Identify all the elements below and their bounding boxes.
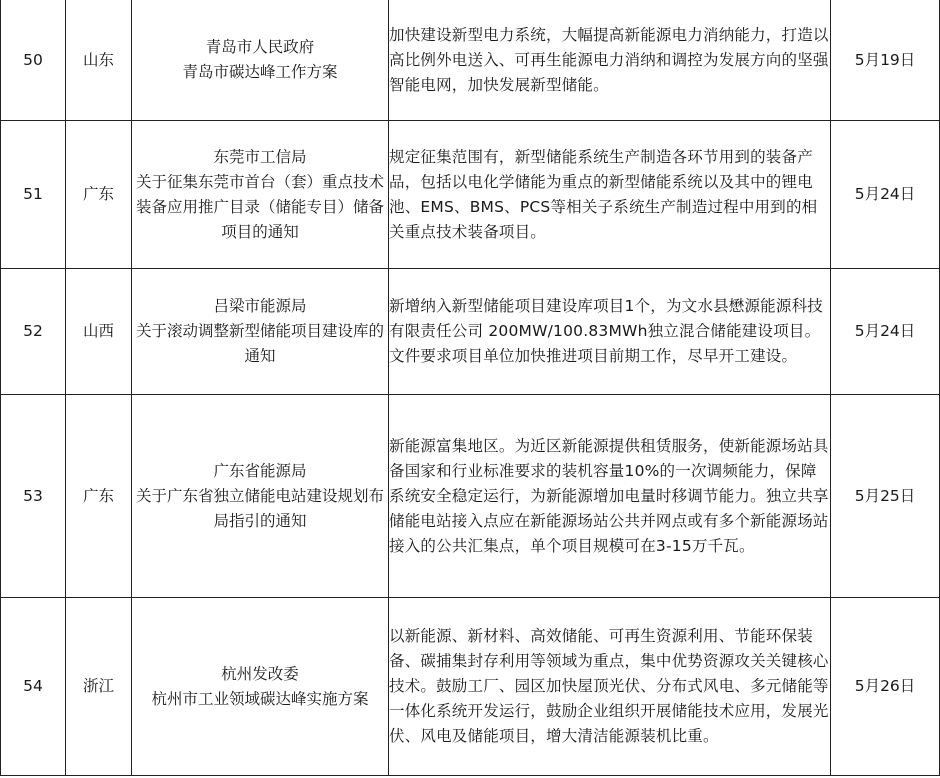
issuer-cell bbox=[132, 395, 389, 598]
document-title: 青岛市碳达峰工作方案 bbox=[182, 63, 338, 81]
province-cell: 广东 bbox=[66, 121, 132, 269]
content-cell: 新能源富集地区。为近区新能源提供租赁服务，使新能源场站具备国家和行业标准要求的装机容量10%的一次调频能力，保障系统安全稳定运行，为新能源增加电量时移调节能力。独立共享储能电站接入点应在新能源场站公共并网点或有多个新能源场站接入的公共汇集点，单个项目规模可在3-15万千瓦。 bbox=[389, 395, 831, 598]
table-row bbox=[1, 598, 940, 776]
province-cell: 广东 bbox=[66, 395, 132, 598]
province-cell: 浙江 bbox=[66, 598, 132, 776]
table-row bbox=[1, 269, 940, 395]
document-title: 关于征集东莞市首台（套）重点技术装备应用推广目录（储能专目）储备项目的通知 bbox=[135, 172, 384, 241]
document-title: 关于滚动调整新型储能项目建设库的通知 bbox=[135, 322, 384, 365]
content-cell: 规定征集范围有，新型储能系统生产制造各环节用到的装备产品，包括以电化学储能为重点的新型储能系统以及其中的锂电池、EMS、BMS、PCS等相关子系统生产制造过程中用到的相关重点技术装备项目。 bbox=[389, 121, 831, 269]
table-row bbox=[1, 395, 940, 598]
table-row bbox=[1, 121, 940, 269]
date-cell: 5月24日 bbox=[831, 269, 940, 395]
issuer-cell bbox=[132, 0, 389, 121]
row-number: 52 bbox=[1, 269, 66, 395]
row-number: 54 bbox=[1, 598, 66, 776]
issuer-cell bbox=[132, 598, 389, 776]
issuer-name: 杭州发改委 bbox=[221, 664, 299, 683]
issuer-name: 东莞市工信局 bbox=[213, 147, 307, 166]
date-cell: 5月24日 bbox=[831, 121, 940, 269]
document-title: 关于广东省独立储能电站建设规划布局指引的通知 bbox=[135, 486, 384, 530]
issuer-name: 青岛市人民政府 bbox=[205, 38, 315, 56]
issuer-cell bbox=[132, 269, 389, 395]
content-cell: 新增纳入新型储能项目建设库项目1个，为文水县懋源能源科技有限责任公司 200MW/100.83MWh独立混合储能建设项目。文件要求项目单位加快推进项目前期工作，尽早开工建设。 bbox=[389, 269, 831, 395]
row-number: 50 bbox=[1, 0, 66, 121]
issuer-name: 广东省能源局 bbox=[213, 461, 307, 480]
row-number: 53 bbox=[1, 395, 66, 598]
province-cell: 山西 bbox=[66, 269, 132, 395]
date-cell: 5月19日 bbox=[831, 0, 940, 121]
date-cell: 5月25日 bbox=[831, 395, 940, 598]
issuer-cell bbox=[132, 121, 389, 269]
content-cell: 加快建设新型电力系统，大幅提高新能源电力消纳能力，打造以高比例外电送入、可再生能源电力消纳和调控为发展方向的坚强智能电网，加快发展新型储能。 bbox=[389, 0, 831, 121]
row-number: 51 bbox=[1, 121, 66, 269]
table-row bbox=[1, 0, 940, 121]
date-cell: 5月26日 bbox=[831, 598, 940, 776]
issuer-name: 吕梁市能源局 bbox=[213, 297, 307, 315]
document-title: 杭州市工业领域碳达峰实施方案 bbox=[151, 689, 369, 708]
content-cell: 以新能源、新材料、高效储能、可再生资源利用、节能环保装备、碳捕集封存利用等领域为重点，集中优势资源攻关关键核心技术。鼓励工厂、园区加快屋顶光伏、分布式风电、多元储能等一体化系统开发运行，鼓励企业组织开展储能技术应用，发展光伏、风电及储能项目，增大清洁能源装机比重。 bbox=[389, 598, 831, 776]
province-cell: 山东 bbox=[66, 0, 132, 121]
